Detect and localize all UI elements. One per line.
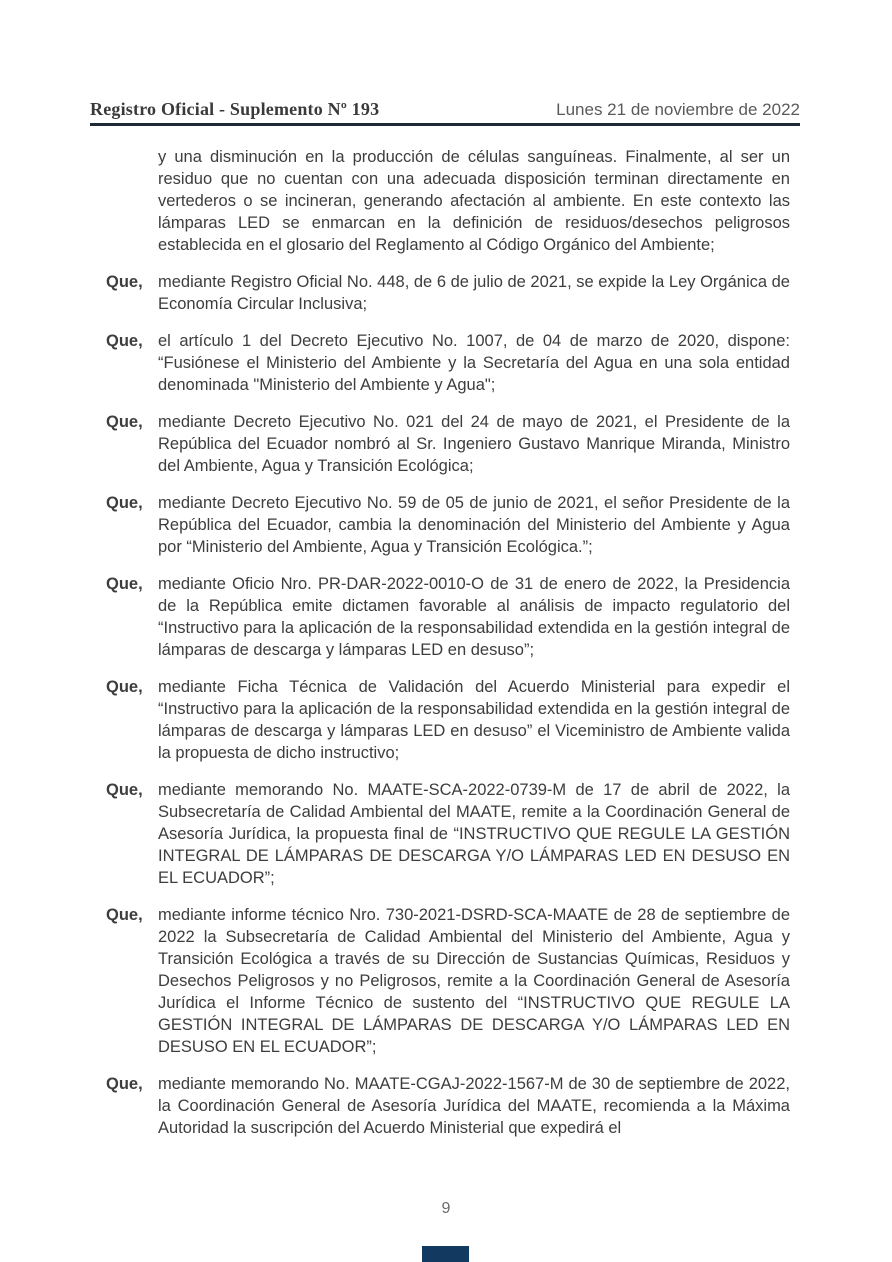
- que-label: Que,: [106, 273, 143, 291]
- paragraph: [106, 330, 790, 396]
- paragraph: [106, 271, 790, 315]
- header-publication-title: Registro Oficial - Suplemento Nº 193: [90, 99, 380, 119]
- que-label: [106, 146, 158, 256]
- paragraph-text: y una disminución en la producción de células sanguíneas. Finalmente, al ser un residuo que no cuentan con una adecuada disposición terminan directamente en vertederos o se incineran, generando afectación al ambiente. En este contexto las lámparas LED se enmarcan en la definición de residuos/desechos peligrosos establecida en el glosario del Reglamento al Código Orgánico del Ambiente;: [158, 148, 790, 254]
- paragraph-text: mediante Decreto Ejecutivo No. 021 del 24 de mayo de 2021, el Presidente de la República del Ecuador nombró al Sr. Ingeniero Gustavo Manrique Miranda, Ministro del Ambiente, Agua y Transición Ecológica;: [158, 413, 790, 475]
- paragraph-text: mediante Decreto Ejecutivo No. 59 de 05 de junio de 2021, el señor Presidente de la República del Ecuador, cambia la denominación del Ministerio del Ambiente y Agua por “Ministerio del Ambiente, Agua y Transición Ecológica.”;: [158, 494, 790, 556]
- paragraph: [106, 146, 790, 256]
- que-label: Que,: [106, 332, 143, 350]
- paragraph: [106, 676, 790, 764]
- paragraph-text: mediante memorando No. MAATE-SCA-2022-0739-M de 17 de abril de 2022, la Subsecretaría de Calidad Ambiental del MAATE, remite a la Coordinación General de Asesoría Jurídica, la propuesta final de “INSTRUCTIVO QUE REGULE LA GESTIÓN INTEGRAL DE LÁMPARAS DE DESCARGA Y/O LÁMPARAS LED EN DESUSO EN EL ECUADOR”;: [158, 781, 790, 887]
- que-label: Que,: [106, 494, 143, 512]
- paragraph: [106, 411, 790, 477]
- footer-navy-bar: [422, 1246, 469, 1262]
- paragraph: [106, 492, 790, 558]
- document-body: [106, 146, 790, 1154]
- que-label: Que,: [106, 413, 143, 431]
- paragraph: [106, 904, 790, 1058]
- paragraph-text: mediante Ficha Técnica de Validación del Acuerdo Ministerial para expedir el “Instructivo para la aplicación de la responsabilidad extendida en la gestión integral de lámparas de descarga y lámparas LED en desuso” el Viceministro de Ambiente valida la propuesta de dicho instructivo;: [158, 678, 790, 762]
- page-number: 9: [441, 1200, 451, 1217]
- paragraph: [106, 573, 790, 661]
- paragraph: [106, 1073, 790, 1139]
- paragraph: [106, 779, 790, 889]
- paragraph-text: mediante Registro Oficial No. 448, de 6 de julio de 2021, se expide la Ley Orgánica de Economía Circular Inclusiva;: [158, 273, 790, 313]
- paragraph-text: mediante Oficio Nro. PR-DAR-2022-0010-O de 31 de enero de 2022, la Presidencia de la República emite dictamen favorable al análisis de impacto regulatorio del “Instructivo para la aplicación de la responsabilidad extendida en la gestión integral de lámparas de descarga y lámparas LED en desuso”;: [158, 575, 790, 659]
- paragraph-text: el artículo 1 del Decreto Ejecutivo No. 1007, de 04 de marzo de 2020, dispone: “Fusiónese el Ministerio del Ambiente y la Secretaría del Agua en una sola entidad denominada "Ministerio del Ambiente y Agua";: [158, 332, 790, 394]
- page-header: [90, 99, 800, 120]
- que-label: Que,: [106, 781, 143, 799]
- paragraph-text: mediante memorando No. MAATE-CGAJ-2022-1567-M de 30 de septiembre de 2022, la Coordinación General de Asesoría Jurídica del MAATE, recomienda a la Máxima Autoridad la suscripción del Acuerdo Ministerial que expedirá el: [158, 1075, 790, 1137]
- que-label: Que,: [106, 906, 143, 924]
- header-divider: [90, 123, 800, 126]
- que-label: Que,: [106, 575, 143, 593]
- header-date: Lunes 21 de noviembre de 2022: [556, 100, 800, 119]
- paragraph-text: mediante informe técnico Nro. 730-2021-DSRD-SCA-MAATE de 28 de septiembre de 2022 la Subsecretaría de Calidad Ambiental del Ministerio del Ambiente, Agua y Transición Ecológica a través de su Dirección de Sustancias Químicas, Residuos y Desechos Peligrosos y no Peligrosos, remite a la Coordinación General de Asesoría Jurídica el Informe Técnico de sustento del “INSTRUCTIVO QUE REGULE LA GESTIÓN INTEGRAL DE LÁMPARAS DE DESCARGA Y/O LÁMPARAS LED EN DESUSO EN EL ECUADOR”;: [158, 906, 790, 1056]
- que-label: Que,: [106, 1075, 143, 1093]
- que-label: Que,: [106, 678, 143, 696]
